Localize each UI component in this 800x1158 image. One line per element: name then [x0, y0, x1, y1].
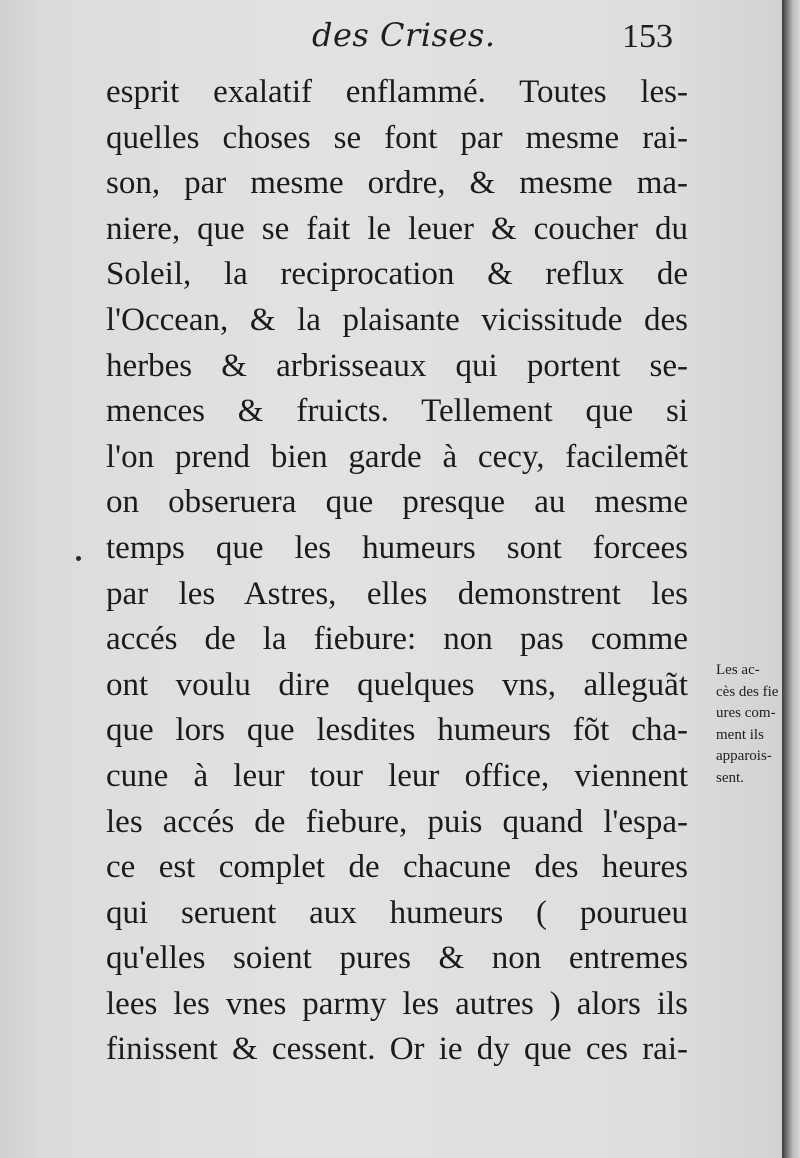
text-line: accés de la fiebure: non pas comme	[106, 621, 688, 658]
marginal-note-line: ures com-	[716, 705, 776, 721]
text-line: ont voulu dire quelques vns, alleguãt	[106, 666, 688, 703]
marginal-note-line: cès des fie	[716, 683, 779, 700]
page-number: 153	[622, 18, 673, 55]
text-line: quelles choses se font par mesme rai-	[106, 119, 688, 156]
text-line: l'Occean, & la plaisante vicissitude des	[106, 301, 688, 338]
marginal-note-line: apparois-	[716, 748, 772, 764]
body-text	[106, 70, 688, 1073]
page-edge-shadow	[782, 0, 800, 1158]
marginal-note-line: Les ac-	[716, 662, 760, 678]
text-line: herbes & arbrisseaux qui portent se-	[106, 347, 688, 384]
text-line: que lors que lesdites humeurs fõt cha-	[106, 712, 688, 749]
text-line: temps que les humeurs sont forcees	[106, 529, 688, 566]
marginal-note	[716, 660, 782, 789]
text-line: l'on prend bien garde à cecy, facilemẽt	[106, 438, 688, 475]
text-line: esprit exalatif enflammé. Toutes les-	[106, 74, 688, 110]
marginal-note-line: sent.	[716, 769, 744, 786]
marginal-note-line: ment ils	[716, 726, 764, 743]
text-line: lees les vnes parmy les autres ) alors ils	[106, 985, 688, 1022]
text-line: son, par mesme ordre, & mesme ma-	[106, 165, 688, 202]
text-line: qui seruent aux humeurs ( pourueu	[106, 894, 688, 931]
running-title: des Crises.	[312, 16, 496, 54]
text-line: les accés de fiebure, puis quand l'espa-	[106, 803, 688, 840]
ink-speck	[76, 556, 81, 561]
text-line: ce est complet de chacune des heures	[106, 849, 688, 886]
text-line: qu'elles soient pures & non entremes	[106, 940, 688, 977]
text-line: finissent & cessent. Or ie dy que ces rai-	[106, 1031, 688, 1068]
text-line: mences & fruicts. Tellement que si	[106, 393, 688, 430]
text-line: Soleil, la reciprocation & reflux de	[106, 256, 688, 293]
text-line: par les Astres, elles demonstrent les	[106, 575, 688, 612]
page-header	[0, 16, 782, 66]
text-line: on obseruera que presque au mesme	[106, 484, 688, 521]
text-line: niere, que se fait le leuer & coucher du	[106, 210, 688, 247]
text-line: cune à leur tour leur office, viennent	[106, 757, 688, 794]
